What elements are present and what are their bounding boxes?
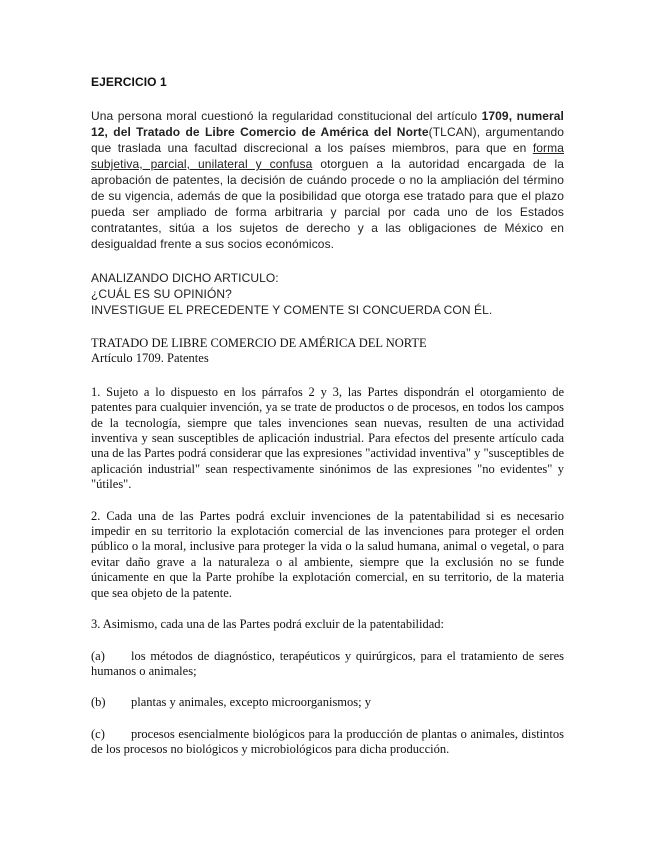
exercise-intro-paragraph xyxy=(91,108,564,252)
item-label: (a) xyxy=(91,648,105,663)
treaty-article-title: Artículo 1709. Patentes xyxy=(91,351,209,366)
treaty-item-a xyxy=(91,649,564,680)
treaty-paragraph-2: 2. Cada una de las Partes podrá excluir invenciones de la patentabilidad si es necesario impedir en su territorio la explotación comercial de las invenciones para proteger el orden público o la moral, inclusive para proteger la vida o la salud humana, animal o vegetal, o para evitar daño grave a la naturaleza o al ambiente, siempre que la exclusión no se funde únicamente en que la Parte prohíbe la explotación comercial, en su territorio, de la materia que sea objeto de la patente. xyxy=(91,508,564,600)
instructions-block xyxy=(91,270,564,318)
item-text: plantas y animales, excepto microorganismos; y xyxy=(131,695,371,710)
item-text: procesos esencialmente biológicos para la producción de plantas o animales, distintos de los procesos no biológicos y microbiológicos para dicha producción. xyxy=(91,726,564,757)
treaty-paragraph-1: 1. Sujeto a lo dispuesto en los párrafos 2 y 3, las Partes dispondrán el otorgamiento de patentes para cualquier invención, ya se trate de productos o de procesos, en todos los campos de la tecnología, siempre que tales invenciones sean nuevas, resulten de una actividad inventiva y sean susceptibles de aplicación industrial. Para efectos del presente artículo cada una de las Partes podrá considerar que las expresiones "actividad inventiva" y "susceptibles de aplicación industrial" sean respectivamente sinónimos de las expresiones "no evidentes" y "útiles". xyxy=(91,384,564,492)
treaty-item-b xyxy=(91,695,564,710)
intro-bold-reference: 1709, numeral 12, del Tratado de Libre Comercio de América del Norte xyxy=(91,109,564,139)
item-label: (c) xyxy=(91,726,105,741)
intro-text-3: otorguen a la autoridad encargada de la aprobación de patentes, la decisión de cuándo procede o no la ampliación del término de su vigencia, además de que la posibilidad que otorga ese tratado para que el plazo pueda ser ampliado de forma arbitraria y parcial por cada uno de los Estados contratantes, sitúa a los sujetos de derecho y a las obligaciones de México en desigualdad frente a sus socios económicos. xyxy=(91,157,564,251)
treaty-item-c xyxy=(91,727,564,758)
instruction-line: ANALIZANDO DICHO ARTICULO: xyxy=(91,271,279,285)
treaty-paragraph-3: 3. Asimismo, cada una de las Partes podrá excluir de la patentabilidad: xyxy=(91,617,445,632)
item-text: los métodos de diagnóstico, terapéuticos y quirúrgicos, para el tratamiento de seres humanos o animales; xyxy=(91,648,564,678)
treaty-name: TRATADO DE LIBRE COMERCIO DE AMÉRICA DEL NORTE xyxy=(91,336,427,350)
exercise-title: EJERCICIO 1 xyxy=(91,75,167,89)
treaty-heading xyxy=(91,336,564,367)
intro-text-2: (TLCAN), argumentando que traslada una facultad discrecional a los países miembros, para que en xyxy=(91,125,564,155)
item-label: (b) xyxy=(91,695,106,710)
document-content xyxy=(91,74,564,774)
instruction-line: INVESTIGUE EL PRECEDENTE Y COMENTE SI CONCUERDA CON ÉL. xyxy=(91,303,493,317)
instruction-line: ¿CUÁL ES SU OPINIÓN? xyxy=(91,287,232,301)
intro-text-1: Una persona moral cuestionó la regularidad constitucional del artículo xyxy=(91,109,482,123)
intro-underlined-text: forma subjetiva, parcial, unilateral y confusa xyxy=(91,141,564,171)
